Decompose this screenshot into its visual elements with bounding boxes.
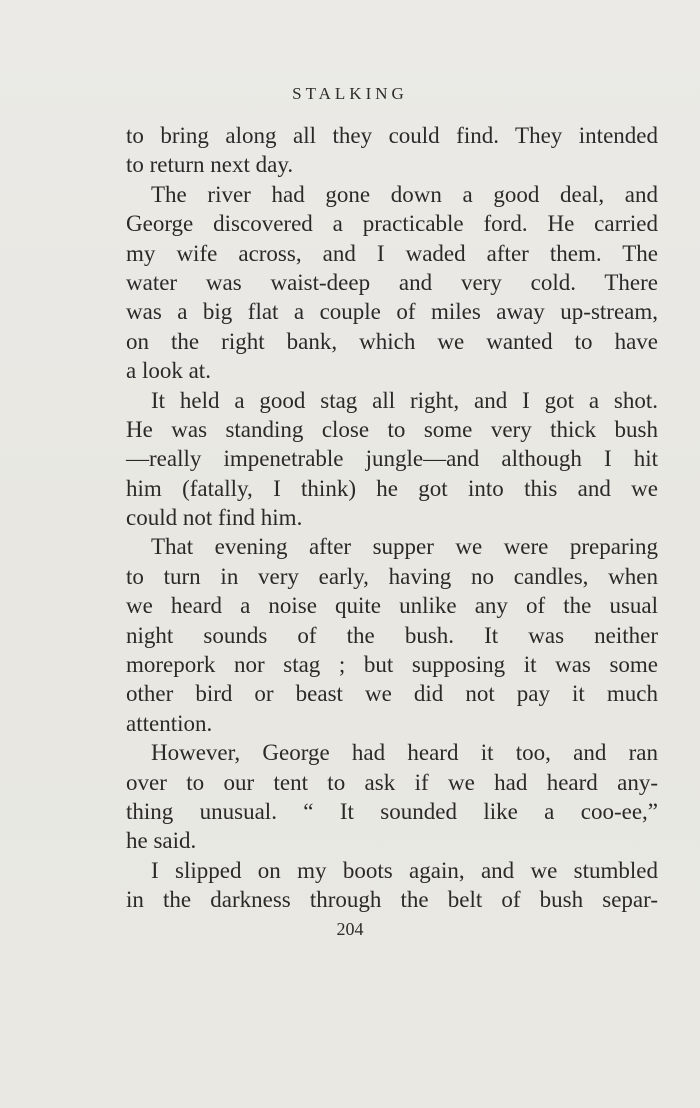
text-line: However, George had heard it too, and ran <box>151 740 658 766</box>
text-line: morepork nor stag ; but supposing it was some <box>126 652 658 678</box>
text-line: He was standing close to some very thick bush <box>126 416 658 442</box>
text-line: thing unusual. “ It sounded like a coo-ee,” <box>126 798 658 824</box>
text-line: him (fatally, I think) he got into this and we <box>126 475 658 501</box>
text-line: could not find him. <box>126 505 303 531</box>
text-line: The river had gone down a good deal, and <box>151 181 658 207</box>
text-line: attention. <box>126 710 213 736</box>
text-line: my wife across, and I waded after them. The <box>126 240 658 266</box>
text-line: I slipped on my boots again, and we stumbled <box>151 857 658 883</box>
body-text <box>126 121 658 915</box>
text-line: other bird or beast we did not pay it much <box>126 681 658 707</box>
text-line: over to our tent to ask if we had heard any- <box>126 769 658 795</box>
text-line: George discovered a practicable ford. He carried <box>126 211 658 237</box>
text-line: to turn in very early, having no candles, when <box>126 563 658 589</box>
text-line: water was waist-deep and very cold. There <box>126 269 658 295</box>
text-line: on the right bank, which we wanted to have <box>126 328 658 354</box>
text-line: was a big flat a couple of miles away up-stream, <box>126 299 658 325</box>
text-line: It held a good stag all right, and I got a shot. <box>151 387 658 413</box>
text-line: we heard a noise quite unlike any of the usual <box>126 593 658 619</box>
text-line: he said. <box>126 828 197 854</box>
text-line: a look at. <box>126 358 211 384</box>
text-line: in the darkness through the belt of bush separ- <box>126 887 658 913</box>
page-number: 204 <box>336 919 364 939</box>
text-line: That evening after supper we were preparing <box>151 534 658 560</box>
running-head: STALKING <box>292 84 408 103</box>
text-line: night sounds of the bush. It was neither <box>126 622 658 648</box>
text-line: to return next day. <box>126 152 294 178</box>
text-line: to bring along all they could find. They intended <box>126 123 658 148</box>
text-line: —really impenetrable jungle—and although I hit <box>126 446 658 472</box>
